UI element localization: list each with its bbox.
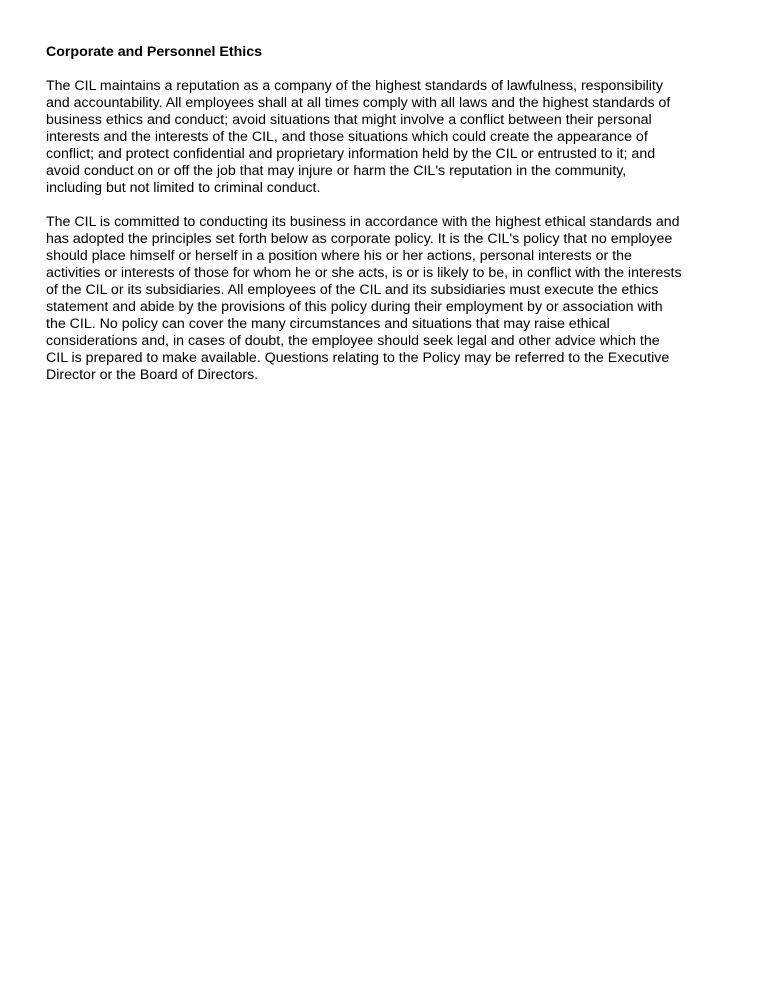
paragraph-line: activities or interests of those for whom he or she acts, is or is likely to be, in conflict with the interests [46, 265, 682, 281]
paragraph-line: of the CIL or its subsidiaries. All employees of the CIL and its subsidiaries must execute the ethics [46, 282, 659, 298]
paragraph-line: should place himself or herself in a position where his or her actions, personal interests or the [46, 248, 632, 264]
paragraph-line: and accountability. All employees shall at all times comply with all laws and the highest standards of [46, 95, 671, 111]
paragraph-line: considerations and, in cases of doubt, the employee should seek legal and other advice which the [46, 333, 660, 349]
paragraph-line: business ethics and conduct; avoid situations that might involve a conflict between their personal [46, 112, 652, 128]
paragraph-line: including but not limited to criminal conduct. [46, 180, 321, 196]
document-heading: Corporate and Personnel Ethics [46, 44, 263, 60]
paragraph-line: The CIL is committed to conducting its business in accordance with the highest ethical standards and [46, 214, 680, 230]
paragraph-line: The CIL maintains a reputation as a company of the highest standards of lawfulness, responsibility [46, 78, 663, 94]
paragraph-line: statement and abide by the provisions of this policy during their employment by or association with [46, 299, 663, 315]
document-page [46, 44, 736, 401]
paragraph-reputation [46, 78, 736, 197]
paragraph-line: the CIL. No policy can cover the many circumstances and situations that may raise ethical [46, 316, 610, 332]
paragraph-line: Director or the Board of Directors. [46, 367, 259, 383]
paragraph-line: interests and the interests of the CIL, and those situations which could create the appearance of [46, 129, 648, 145]
paragraph-policy [46, 214, 736, 384]
paragraph-line: avoid conduct on or off the job that may injure or harm the CIL's reputation in the community, [46, 163, 627, 179]
paragraph-line: has adopted the principles set forth below as corporate policy. It is the CIL's policy that no employee [46, 231, 673, 247]
paragraph-line: conflict; and protect confidential and proprietary information held by the CIL or entrusted to it; and [46, 146, 656, 162]
paragraph-line: CIL is prepared to make available. Questions relating to the Policy may be referred to the Executive [46, 350, 670, 366]
